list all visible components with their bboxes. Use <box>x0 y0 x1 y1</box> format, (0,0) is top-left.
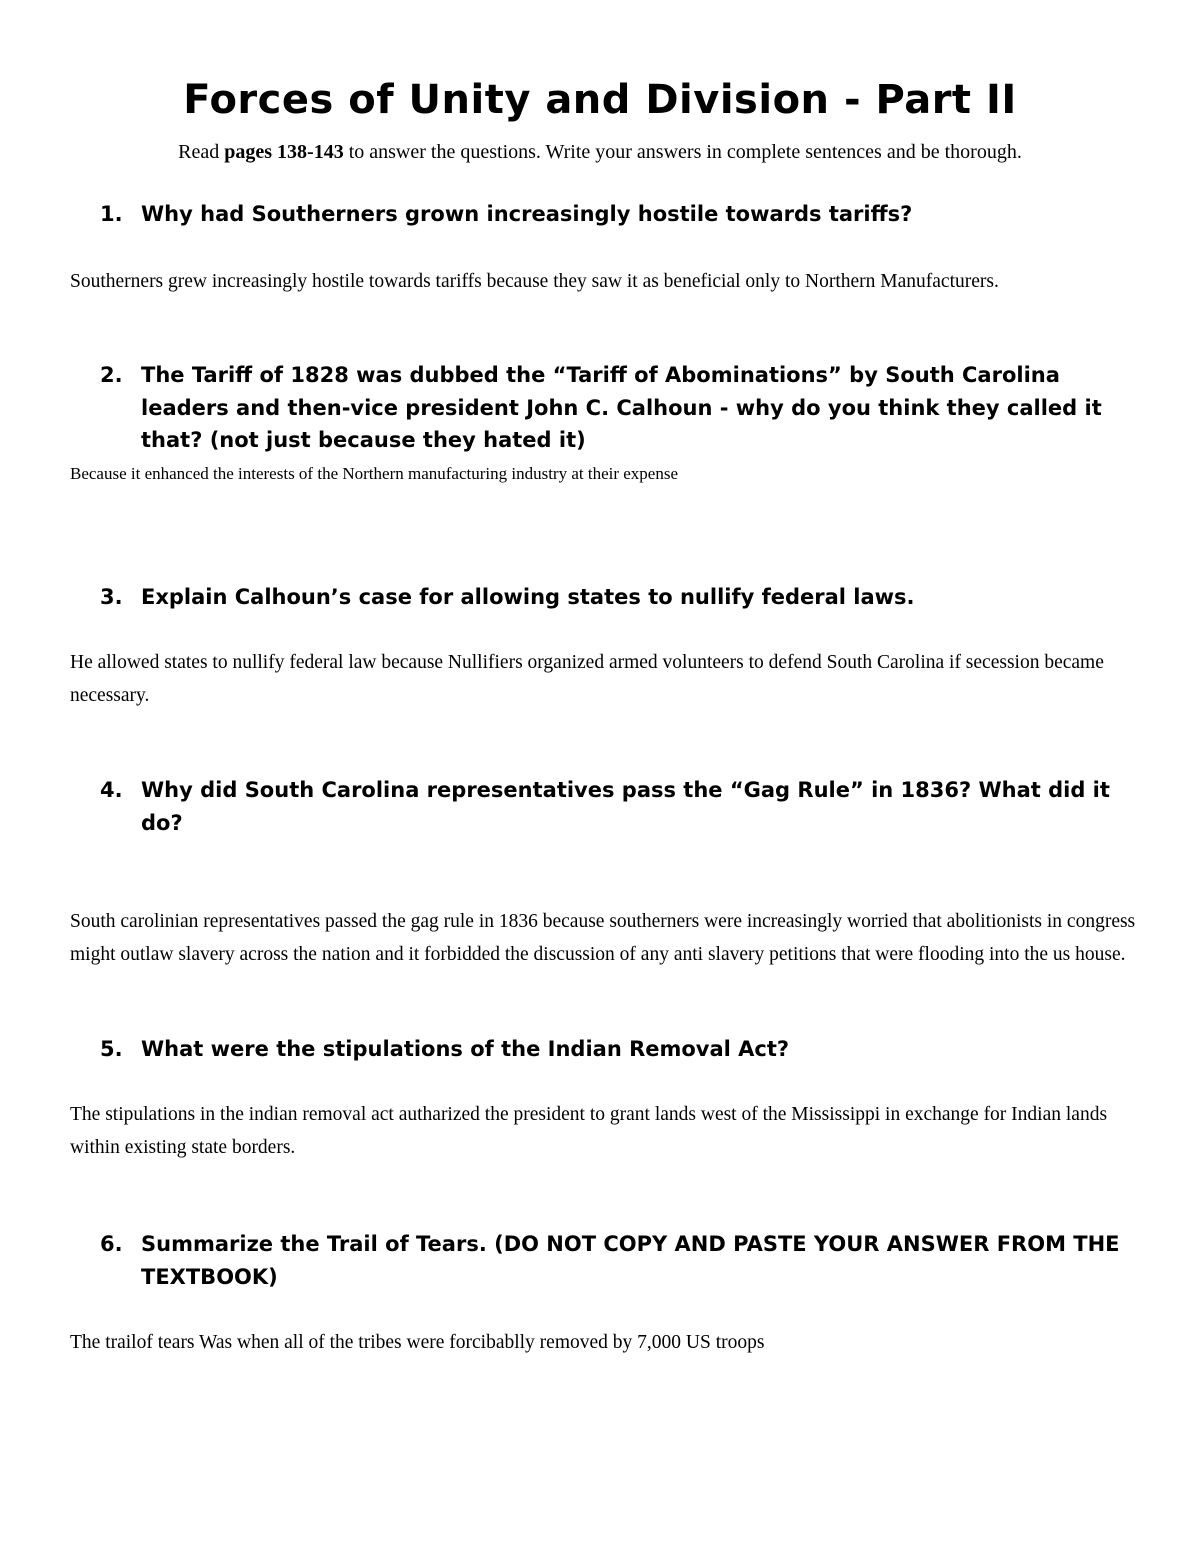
question-5 <box>100 1033 1140 1066</box>
question-text: Why did South Carolina representatives pass the “Gag Rule” in 1836? What did it do? <box>141 778 1110 835</box>
page-title: Forces of Unity and Division - Part II <box>183 77 1017 123</box>
answer-1: Southerners grew increasingly hostile towards tariffs because they saw it as beneficial only to Northern Manufacturers. <box>70 271 999 292</box>
question-number: 5. <box>100 1037 123 1061</box>
answer-6: The trailof tears Was when all of the tribes were forcibablly removed by 7,000 US troops <box>70 1332 765 1353</box>
answer-5: The stipulations in the indian removal act autharized the president to grant lands west of the Mississippi in exchange for Indian lands within existing state borders. <box>70 1104 1108 1158</box>
question-6 <box>100 1228 1140 1293</box>
question-text: The Tariff of 1828 was dubbed the “Tariff of Abominations” by South Carolina leaders and then-vice president John C. Calhoun - why do you think they called it that? (not just because they hated it) <box>141 363 1102 452</box>
instructions-after: to answer the questions. Write your answers in complete sentences and be thorough. <box>343 141 1022 163</box>
question-3 <box>100 581 1140 614</box>
question-1 <box>100 198 1140 231</box>
question-4 <box>100 774 1140 839</box>
question-number: 1. <box>100 202 123 226</box>
answer-2: Because it enhanced the interests of the Northern manufacturing industry at their expense <box>70 464 679 483</box>
question-text: Summarize the Trail of Tears. (DO NOT COPY AND PASTE YOUR ANSWER FROM THE TEXTBOOK) <box>141 1232 1120 1289</box>
answer-3: He allowed states to nullify federal law because Nullifiers organized armed volunteers to defend South Carolina if secession became necessary. <box>70 652 1104 706</box>
question-2 <box>100 359 1140 457</box>
instructions <box>0 139 1200 165</box>
question-number: 6. <box>100 1232 123 1256</box>
answer-4: South carolinian representatives passed the gag rule in 1836 because southerners were increasingly worried that abolitionists in congress might outlaw slavery across the nation and it forbidded the discussion of any anti slavery petitions that were flooding into the us house. <box>70 911 1136 965</box>
question-number: 4. <box>100 778 123 802</box>
instructions-before: Read <box>178 141 225 163</box>
question-text: What were the stipulations of the Indian Removal Act? <box>141 1037 790 1061</box>
question-number: 2. <box>100 363 123 387</box>
question-text: Why had Southerners grown increasingly hostile towards tariffs? <box>141 202 913 226</box>
instructions-pages: pages 138-143 <box>224 141 344 163</box>
question-number: 3. <box>100 585 123 609</box>
question-text: Explain Calhoun’s case for allowing states to nullify federal laws. <box>141 585 915 609</box>
